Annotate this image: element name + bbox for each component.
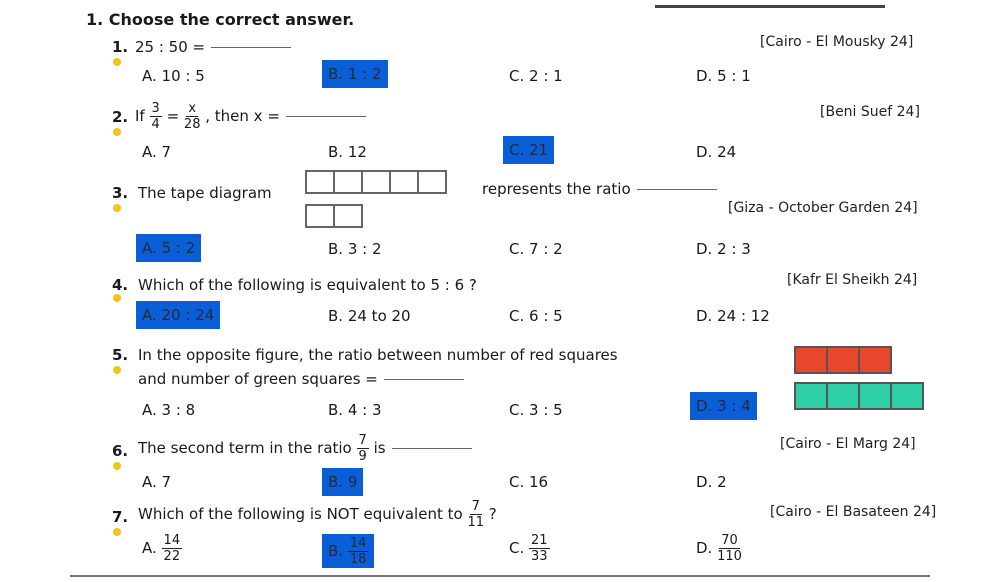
fraction: $\frac{3}{4}$ [151, 101, 160, 132]
q6-text: The second term in the ratio $\frac{7}{9}$ is [138, 434, 472, 463]
tape-cell [389, 170, 419, 194]
tape-diagram-bottom [305, 204, 361, 228]
tape-cell [333, 204, 363, 228]
answer-blank [384, 379, 464, 380]
q7-source: [Cairo - El Basateen 24] [770, 504, 937, 520]
q7-option-b[interactable]: B. $\frac{14}{18}$ [322, 534, 374, 568]
q5-line1: In the opposite figure, the ratio between number of red squares [138, 346, 618, 364]
q2-option-a[interactable]: A. 7 [142, 143, 172, 161]
green-squares [794, 382, 922, 410]
answer-blank [392, 448, 472, 449]
green-square [826, 382, 860, 410]
bullet-dot-icon [113, 128, 121, 136]
q3-number: 3. [112, 184, 129, 202]
q4-option-b[interactable]: B. 24 to 20 [328, 307, 411, 325]
fraction: $\frac{70}{110}$ [717, 533, 742, 564]
q7-option-c[interactable]: C. $\frac{21}{33}$ [509, 533, 548, 564]
q6-option-a[interactable]: A. 7 [142, 473, 172, 491]
q6-option-c[interactable]: C. 16 [509, 473, 549, 491]
q5-line2: and number of green squares = [138, 370, 464, 388]
q3-text: The tape diagram [138, 184, 272, 202]
red-squares [794, 346, 890, 374]
bullet-dot-icon [113, 58, 121, 66]
q2-option-d[interactable]: D. 24 [696, 143, 737, 161]
q1-number: 1. [112, 38, 129, 56]
q5-option-d[interactable]: D. 3 : 4 [690, 392, 757, 420]
q2-option-c[interactable]: C. 21 [503, 136, 554, 164]
q1-text: 25 : 50 = [135, 38, 291, 56]
q2-number: 2. [112, 108, 129, 126]
red-square [794, 346, 828, 374]
answer-blank [211, 47, 291, 48]
q2-text: If $\frac{3}{4}$ = $\frac{x}{28}$ , then x = [135, 102, 366, 131]
q6-option-b[interactable]: B. 9 [322, 468, 363, 496]
bullet-dot-icon [113, 204, 121, 212]
q3-option-b[interactable]: B. 3 : 2 [328, 240, 382, 258]
tape-cell [417, 170, 447, 194]
q6-number: 6. [112, 442, 129, 460]
q7-option-a[interactable]: A. $\frac{14}{22}$ [142, 533, 181, 564]
q1-option-b[interactable]: B. 1 : 2 [322, 60, 388, 88]
green-square [858, 382, 892, 410]
tape-cell [333, 170, 363, 194]
q4-option-c[interactable]: C. 6 : 5 [509, 307, 563, 325]
red-square [826, 346, 860, 374]
fraction: $\frac{14}{18}$ [349, 536, 367, 567]
red-square [858, 346, 892, 374]
q3-option-a[interactable]: A. 5 : 2 [136, 234, 201, 262]
q1-option-a[interactable]: A. 10 : 5 [142, 67, 205, 85]
q4-number: 4. [112, 276, 129, 294]
fraction: $\frac{21}{33}$ [531, 533, 548, 564]
tape-cell [305, 204, 335, 228]
q1-source: [Cairo - El Mousky 24] [760, 34, 914, 50]
tape-cell [305, 170, 335, 194]
q4-option-a[interactable]: A. 20 : 24 [136, 301, 220, 329]
fraction: $\frac{7}{11}$ [467, 499, 484, 530]
tape-diagram-top [305, 170, 445, 194]
bullet-dot-icon [113, 294, 121, 302]
tape-cell [361, 170, 391, 194]
q7-option-d[interactable]: D. $\frac{70}{110}$ [696, 533, 742, 564]
fraction: $\frac{14}{22}$ [163, 533, 181, 564]
q4-source: [Kafr El Sheikh 24] [787, 272, 918, 288]
top-divider [655, 5, 885, 8]
bullet-dot-icon [113, 462, 121, 470]
q7-text: Which of the following is NOT equivalent to $\frac{7}{11}$ ? [138, 499, 497, 530]
q2-option-b[interactable]: B. 12 [328, 143, 367, 161]
q6-option-d[interactable]: D. 2 [696, 473, 727, 491]
q3-text-2: represents the ratio [482, 180, 717, 198]
q5-option-c[interactable]: C. 3 : 5 [509, 401, 563, 419]
answer-blank [637, 189, 717, 190]
q1-option-c[interactable]: C. 2 : 1 [509, 67, 563, 85]
bullet-dot-icon [113, 366, 121, 374]
q4-text: Which of the following is equivalent to 5 : 6 ? [138, 276, 477, 294]
q7-number: 7. [112, 508, 129, 526]
bullet-dot-icon [113, 528, 121, 536]
green-square [794, 382, 828, 410]
q3-option-c[interactable]: C. 7 : 2 [509, 240, 563, 258]
fraction: $\frac{x}{28}$ [183, 101, 201, 132]
answer-blank [286, 116, 366, 117]
q1-option-d[interactable]: D. 5 : 1 [696, 67, 751, 85]
q4-option-d[interactable]: D. 24 : 12 [696, 307, 770, 325]
q3-option-d[interactable]: D. 2 : 3 [696, 240, 751, 258]
bottom-divider [70, 575, 930, 577]
q5-option-b[interactable]: B. 4 : 3 [328, 401, 382, 419]
q3-source: [Giza - October Garden 24] [728, 200, 918, 216]
fraction: $\frac{7}{9}$ [358, 433, 367, 464]
q6-source: [Cairo - El Marg 24] [780, 436, 916, 452]
section-title: 1. Choose the correct answer. [86, 10, 355, 29]
q5-number: 5. [112, 346, 129, 364]
q2-source: [Beni Suef 24] [820, 104, 920, 120]
green-square [890, 382, 924, 410]
q5-option-a[interactable]: A. 3 : 8 [142, 401, 196, 419]
